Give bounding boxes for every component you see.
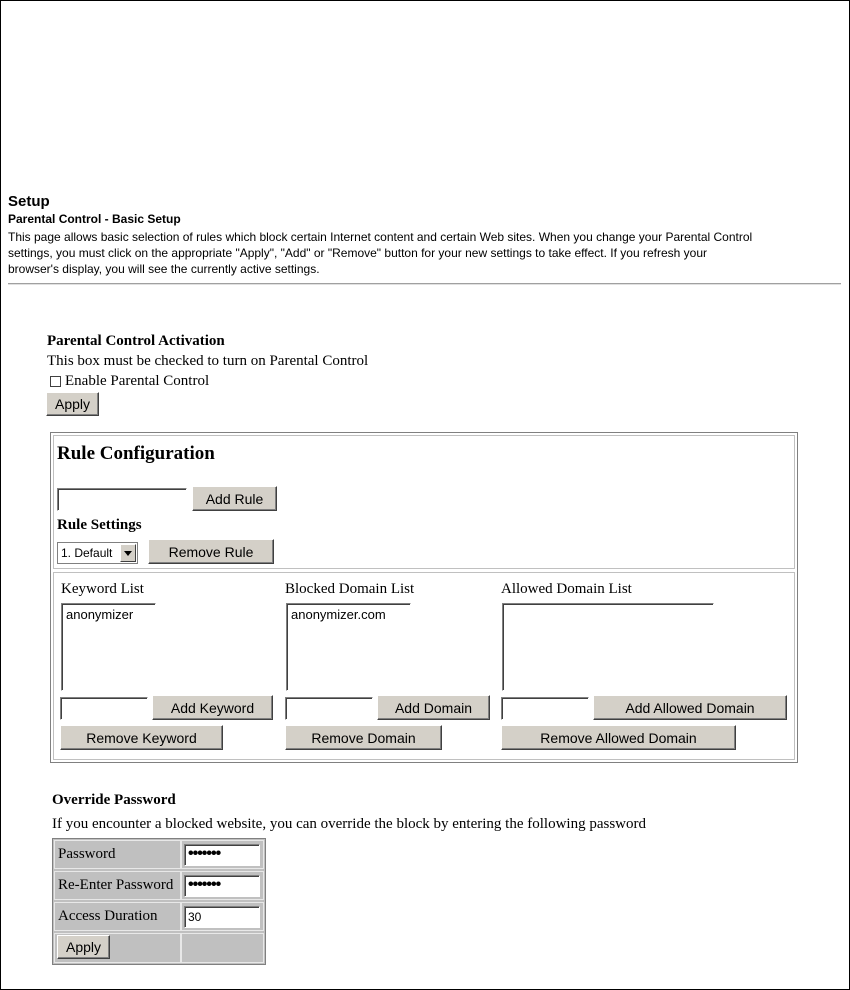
allowed-domain-listbox[interactable]: [502, 603, 714, 691]
description-line-2: settings, you must click on the appropriate "Apply", "Add" or "Remove" button for your new settings to take effect. If you refresh your: [8, 246, 708, 260]
enable-parental-control-checkbox[interactable]: [50, 376, 61, 387]
override-note: If you encounter a blocked website, you can override the block by entering the following password: [52, 816, 646, 832]
activation-apply-button[interactable]: Apply: [46, 392, 99, 416]
remove-allowed-domain-button[interactable]: Remove Allowed Domain: [501, 725, 736, 750]
blocked-domain-input[interactable]: [285, 697, 373, 720]
password-label: Password: [58, 846, 116, 862]
remove-keyword-button[interactable]: Remove Keyword: [60, 725, 223, 750]
rule-settings-heading: Rule Settings: [57, 517, 142, 533]
apply-empty-cell: [181, 933, 264, 963]
rule-select[interactable]: [57, 542, 138, 564]
allowed-domain-input[interactable]: [501, 697, 589, 720]
blocked-domain-list-item[interactable]: anonymizer.com: [291, 607, 386, 622]
page-description: [8, 229, 848, 277]
add-keyword-button[interactable]: Add Keyword: [152, 695, 273, 720]
header-divider: [8, 283, 841, 285]
allowed-domain-list-heading: Allowed Domain List: [501, 581, 632, 597]
enable-parental-control-label: Enable Parental Control: [65, 373, 210, 389]
description-line-1: This page allows basic selection of rules which block certain Internet content and certain Web sites. When you change your Parental Control: [8, 230, 753, 244]
activation-heading: Parental Control Activation: [47, 333, 225, 349]
page-subtitle: Parental Control - Basic Setup: [8, 212, 181, 226]
remove-rule-button[interactable]: Remove Rule: [148, 539, 274, 564]
rule-config-heading: Rule Configuration: [57, 443, 215, 464]
keyword-list-heading: Keyword List: [61, 581, 144, 597]
blocked-domain-list-heading: Blocked Domain List: [285, 581, 415, 597]
chevron-down-icon[interactable]: [120, 544, 136, 562]
keyword-listbox[interactable]: [61, 603, 156, 691]
rule-name-input[interactable]: [57, 488, 187, 511]
keyword-list-item[interactable]: anonymizer: [66, 607, 134, 622]
override-heading: Override Password: [52, 792, 176, 808]
reenter-password-label: Re-Enter Password: [58, 877, 174, 893]
add-domain-button[interactable]: Add Domain: [377, 695, 490, 720]
keyword-input[interactable]: [60, 697, 148, 720]
password-input[interactable]: •••••••: [184, 844, 260, 866]
blocked-domain-listbox[interactable]: [286, 603, 411, 691]
activation-note: This box must be checked to turn on Parental Control: [47, 353, 369, 369]
access-duration-label: Access Duration: [58, 908, 158, 924]
remove-domain-button[interactable]: Remove Domain: [285, 725, 442, 750]
add-rule-button[interactable]: Add Rule: [192, 486, 277, 511]
access-duration-input[interactable]: 30: [184, 906, 260, 928]
add-allowed-domain-button[interactable]: Add Allowed Domain: [593, 695, 787, 720]
rule-select-value: 1. Default: [61, 546, 113, 560]
override-apply-button[interactable]: Apply: [57, 935, 110, 959]
description-line-3: browser's display, you will see the currently active settings.: [8, 262, 320, 276]
reenter-password-input[interactable]: •••••••: [184, 875, 260, 897]
page-title: Setup: [8, 193, 50, 210]
